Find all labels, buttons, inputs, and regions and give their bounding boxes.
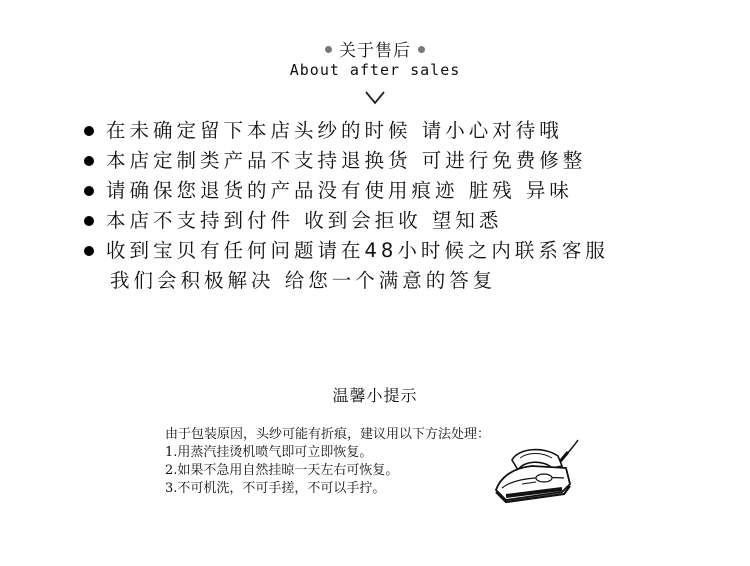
bullet-icon xyxy=(84,216,94,226)
note-item xyxy=(80,236,720,266)
chevron-down-icon xyxy=(364,90,386,106)
left-dot-icon xyxy=(325,46,332,53)
tips-intro: 由于包装原因，头纱可能有折痕，建议用以下方法处理： xyxy=(165,427,491,442)
note-text: 在未确定留下本店头纱的时候 请小心对待哦 xyxy=(106,119,563,142)
note-text: 本店不支持到付件 收到会拒收 望知悉 xyxy=(106,209,503,232)
note-item xyxy=(80,206,720,236)
note-item xyxy=(80,176,720,206)
steam-iron-icon xyxy=(492,438,584,508)
right-dot-icon xyxy=(418,46,425,53)
note-item xyxy=(80,146,720,176)
note-item-continuation xyxy=(80,266,720,296)
note-item xyxy=(80,116,720,146)
note-text: 我们会积极解决 给您一个满意的答复 xyxy=(110,269,497,292)
tips-title: 温馨小提示 xyxy=(332,386,418,405)
bullet-icon xyxy=(84,156,94,166)
bullet-icon xyxy=(84,246,94,256)
after-sales-notes xyxy=(80,116,720,296)
tip-item: 3.不可机洗，不可手搓，不可以手拧。 xyxy=(165,481,386,496)
section-title xyxy=(0,36,750,61)
bullet-icon xyxy=(84,186,94,196)
tip-item: 1.用蒸汽挂烫机喷气即可立即恢复。 xyxy=(165,445,373,460)
note-text: 收到宝贝有任何问题请在48小时候之内联系客服 xyxy=(106,239,609,262)
bullet-icon xyxy=(84,126,94,136)
note-text: 请确保您退货的产品没有使用痕迹 脏残 异味 xyxy=(106,179,573,202)
tip-item: 2.如果不急用自然挂晾一天左右可恢复。 xyxy=(165,463,399,478)
section-subtitle: About after sales xyxy=(289,61,461,79)
note-text: 本店定制类产品不支持退换货 可进行免费修整 xyxy=(106,149,587,172)
section-title-text: 关于售后 xyxy=(339,41,411,61)
